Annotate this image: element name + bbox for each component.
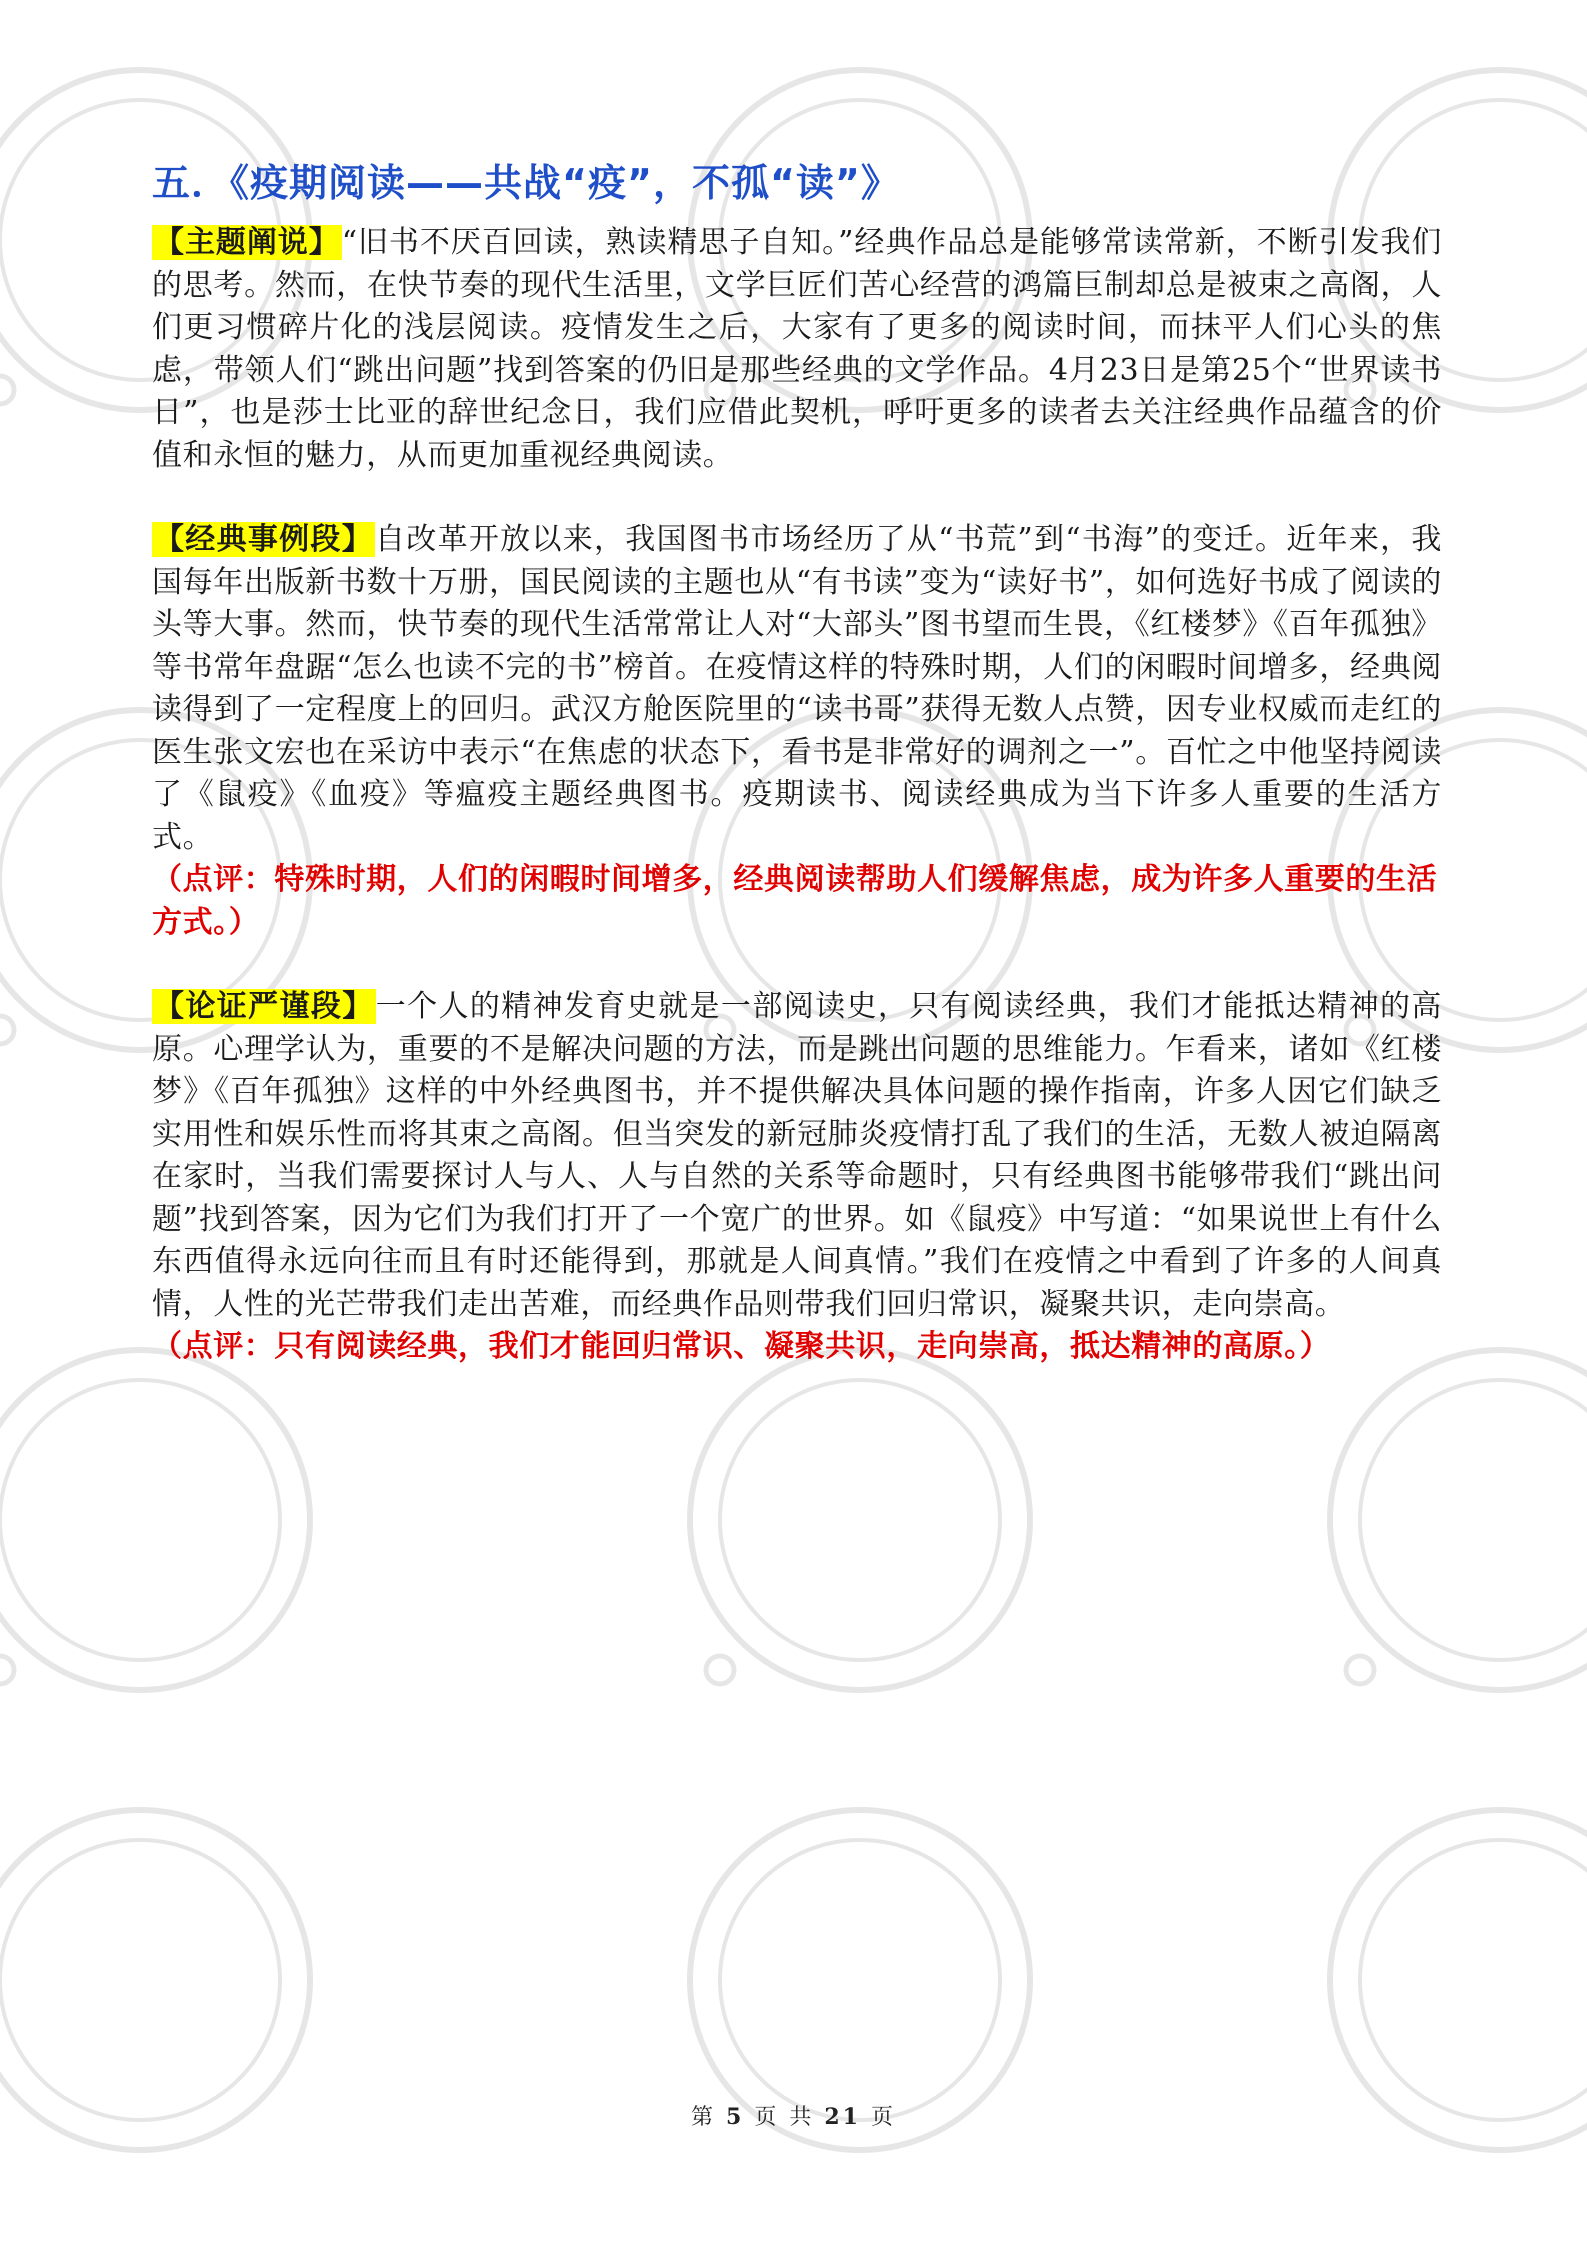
section-tag: 【经典事例段】 <box>154 522 374 557</box>
section-tag: 【论证严谨段】 <box>154 989 374 1024</box>
total-page-count: 21 <box>824 2104 861 2130</box>
comment-note: （点评：特殊时期，人们的闲暇时间增多，经典阅读帮助人们缓解焦虑，成为许多人重要的生活方式。） <box>152 862 1438 940</box>
page-footer <box>0 2100 1587 2131</box>
watermark-logo <box>1240 1340 1587 1700</box>
paragraph-text: 自改革开放以来，我国图书市场经历了从“书荒”到“书海”的变迁。近年来，我国每年出版新书数十万册，国民阅读的主题也从“有书读”变为“读好书”，如何选好书成了阅读的头等大事。然而，快节奏的现代生活常常让人对“大部头”图书望而生畏，《红楼梦》《百年孤独》等书常年盘踞“怎么也读不完的书”榜首。在疫情这样的特殊时期，人们的闲暇时间增多，经典阅读得到了一定程度上的回归。武汉方舱医院里的“读书哥”获得无数人点赞，因专业权威而走红的医生张文宏也在采访中表示“在焦虑的状态下，看书是非常好的调剂之一”。百忙之中他坚持阅读了《鼠疫》《血疫》等瘟疫主题经典图书。疫期读书、阅读经典成为当下许多人重要的生活方式。 <box>152 522 1442 855</box>
watermark-logo <box>600 1340 1120 1700</box>
section-tag: 【主题阐说】 <box>154 225 340 260</box>
example-paragraph <box>152 519 1442 859</box>
theme-paragraph <box>152 222 1442 477</box>
comment-note: （点评：只有阅读经典，我们才能回归常识、凝聚共识，走向崇高，抵达精神的高原。） <box>152 1329 1331 1364</box>
footer-prefix: 第 <box>691 2105 717 2130</box>
paragraph-text: 一个人的精神发育史就是一部阅读史，只有阅读经典，我们才能抵达精神的高原。心理学认为，重要的不是解决问题的方法，而是跳出问题的思维能力。乍看来，诸如《红楼梦》《百年孤独》这样的中外经典图书，并不提供解决具体问题的操作指南，许多人因它们缺乏实用性和娱乐性而将其束之高阁。但当突发的新冠肺炎疫情打乱了我们的生活，无数人被迫隔离在家时，当我们需要探讨人与人、人与自然的关系等命题时，只有经典图书能够带我们“跳出问题”找到答案，因为它们为我们打开了一个宽广的世界。如《鼠疫》中写道：“如果说世上有什么东西值得永远向往而且有时还能得到，那就是人间真情。”我们在疫情之中看到了许多的人间真情，人性的光芒带我们走出苦难，而经典作品则带我们回归常识，凝聚共识，走向崇高。 <box>152 989 1442 1322</box>
argument-paragraph <box>152 986 1442 1326</box>
paragraph-text: “旧书不厌百回读，熟读精思子自知。”经典作品总是能够常读常新，不断引发我们的思考。然而，在快节奏的现代生活里，文学巨匠们苦心经营的鸿篇巨制却总是被束之高阁，人们更习惯碎片化的浅层阅读。疫情发生之后，大家有了更多的阅读时间，而抹平人们心头的焦虑，带领人们“跳出问题”找到答案的仍旧是那些经典的文学作品。4月23日是第25个“世界读书日”，也是莎士比亚的辞世纪念日，我们应借此契机，呼吁更多的读者去关注经典作品蕴含的价值和永恒的魅力，从而更加重视经典阅读。 <box>152 225 1443 473</box>
spacer <box>152 477 1442 519</box>
footer-middle: 页 共 <box>754 2105 815 2130</box>
footer-suffix: 页 <box>870 2105 896 2130</box>
section-heading: 五．《疫期阅读——共战“疫”，不孤“读”》 <box>152 161 900 205</box>
spacer <box>152 944 1442 986</box>
document-body <box>152 158 1442 1369</box>
current-page-number: 5 <box>726 2104 745 2130</box>
watermark-logo <box>0 1340 400 1700</box>
